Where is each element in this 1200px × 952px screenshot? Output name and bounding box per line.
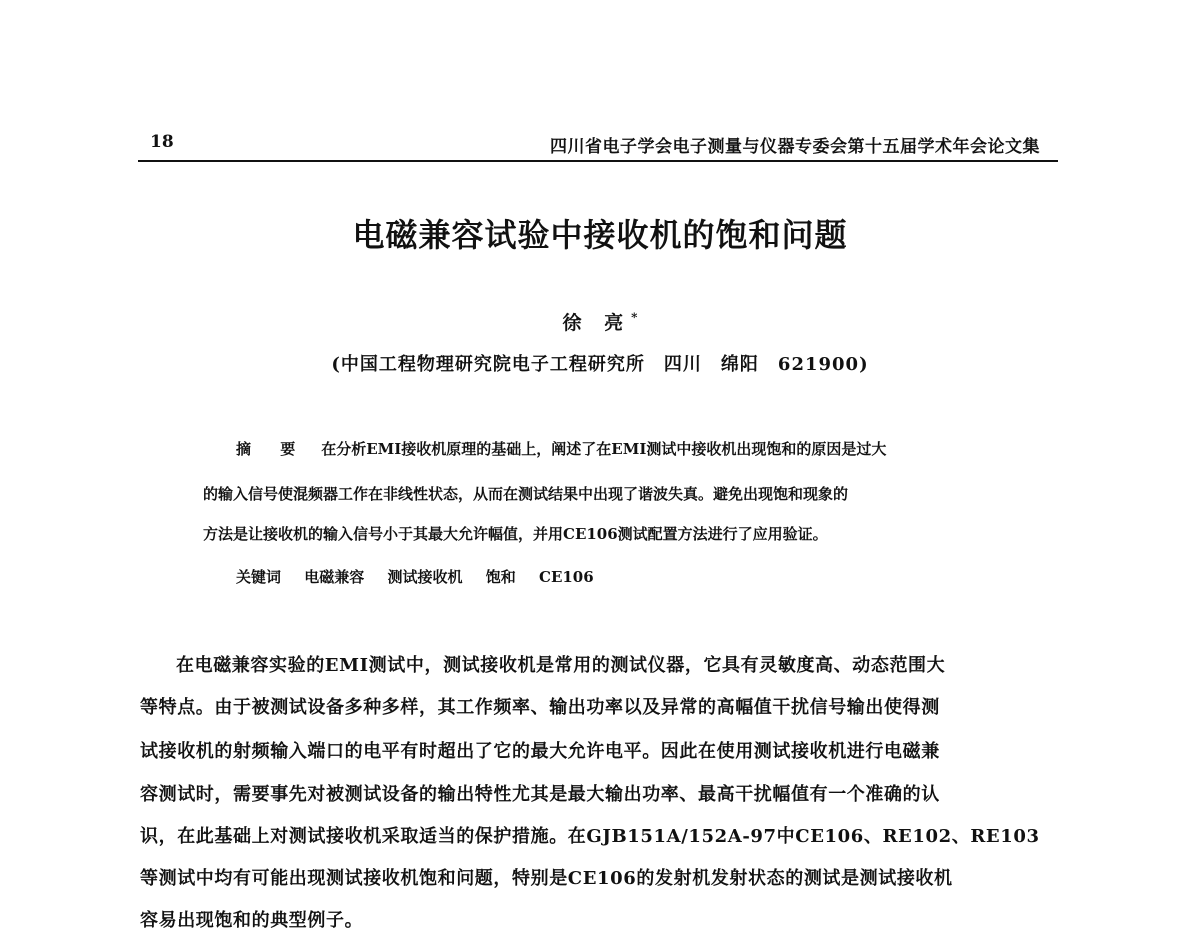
body-line: 容测试时，需要事先对被测试设备的输出特性尤其是最大输出功率、最高干扰幅值有一个准确的认	[140, 784, 940, 805]
body-line: 等特点。由于被测试设备多种多样，其工作频率、输出功率以及异常的高幅值干扰信号输出使得测	[140, 697, 940, 718]
body-line: 容易出现饱和的典型例子。	[140, 910, 364, 931]
body-line: 识，在此基础上对测试接收机采取适当的保护措施。在GJB151A/152A-97中CE106、RE102、RE103	[140, 826, 1040, 847]
paper-title: 电磁兼容试验中接收机的饱和问题	[352, 216, 848, 254]
page-number: 18	[150, 132, 174, 152]
keywords-label: 关键词	[236, 568, 282, 586]
body-line: 在电磁兼容实验的EMI测试中，测试接收机是常用的测试仪器，它具有灵敏度高、动态范围大	[176, 655, 946, 676]
body-line: 等测试中均有可能出现测试接收机饱和问题，特别是CE106的发射机发射状态的测试是测试接收机	[140, 868, 953, 889]
body-line: 试接收机的射频输入端口的电平有时超出了它的最大允许电平。因此在使用测试接收机进行电磁兼	[140, 741, 940, 762]
keyword-item: 测试接收机	[387, 568, 463, 586]
abstract-label: 摘 要	[236, 440, 308, 458]
affiliation: (中国工程物理研究院电子工程研究所 四川 绵阳 621900)	[331, 354, 869, 375]
keyword-item: 饱和	[485, 568, 516, 586]
author-name: 徐 亮	[562, 312, 632, 334]
abstract-line-1	[236, 438, 886, 459]
keywords-line	[236, 566, 612, 587]
abstract-line-2: 的输入信号使混频器工作在非线性状态，从而在测试结果中出现了谐波失真。避免出现饱和现象的	[203, 485, 849, 503]
author-line	[0, 308, 1200, 335]
header-rule	[138, 160, 1058, 162]
abstract-line-3: 方法是让接收机的输入信号小于其最大允许幅值，并用CE106测试配置方法进行了应用验证。	[203, 525, 828, 543]
keyword-item: 电磁兼容	[304, 568, 365, 586]
journal-header: 四川省电子学会电子测量与仪器专委会第十五届学术年会论文集	[550, 137, 1040, 157]
author-marker: *	[631, 310, 638, 325]
abstract-text-1: 在分析EMI接收机原理的基础上，阐述了在EMI测试中接收机出现饱和的原因是过大	[321, 440, 887, 458]
keyword-item: CE106	[539, 568, 594, 586]
